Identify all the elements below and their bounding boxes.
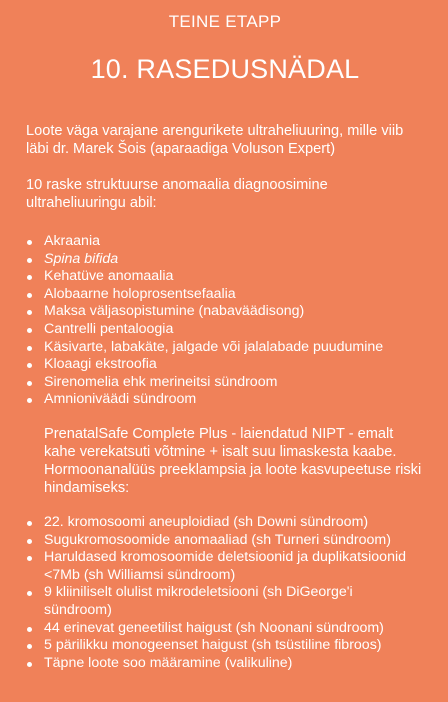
list-item: Sirenomelia ehk merineitsi sündroom [26, 374, 424, 392]
list-item: Käsivarte, labakäte, jalgade või jalalabade puudumine [26, 339, 424, 357]
list-item: Akraania [26, 233, 424, 251]
list-item: Spina bifida [26, 251, 424, 269]
list-item: Amnioniväädi sündroom [26, 391, 424, 409]
anomalies-heading: 10 raske struktuurse anomaalia diagnoosimine ultraheliuuringu abil: [26, 177, 328, 211]
list-item: Cantrelli pentaloogia [26, 321, 424, 339]
nipt-description: PrenatalSafe Complete Plus - laiendatud NIPT - emalt kahe verekatsuti võtmine + isalt suu limaskesta kaabe. Hormoonanalüüs preeklampsia ja loote kasvupeetuse riski hindamiseks: [44, 425, 422, 496]
page-title: 10. RASEDUSNÄDAL [90, 54, 360, 84]
list-item: Alobaarne holoprosentsefaalia [26, 286, 424, 304]
list-item: Kehatüve anomaalia [26, 268, 424, 286]
list-item: Maksa väljasopistumine (nabaväädisong) [26, 303, 424, 321]
list-item: 44 erinevat geneetilist haigust (sh Noonani sündroom) [26, 620, 424, 638]
nipt-list [26, 514, 424, 672]
list-item: Täpne loote soo määramine (valikuline) [26, 655, 424, 673]
stage-label: TEINE ETAPP [168, 12, 282, 31]
anomalies-list [26, 233, 424, 409]
list-item: Haruldased kromosoomide deletsioonid ja duplikatsioonid <7Mb (sh Williamsi sündroom) [26, 549, 424, 584]
list-item: 9 kliiniliselt olulist mikrodeletsiooni (sh DiGeorge'i sündroom) [26, 584, 424, 619]
list-item: 22. kromosoomi aneuploidiad (sh Downi sündroom) [26, 514, 424, 532]
list-item: 5 pärilikku monogeenset haigust (sh tsüstiline fibroos) [26, 637, 424, 655]
list-item: Sugukromosoomide anomaaliad (sh Turneri sündroom) [26, 532, 424, 550]
list-item: Kloaagi ekstroofia [26, 356, 424, 374]
intro-text: Loote väga varajane arengurikete ultraheliuuring, mille viib läbi dr. Marek Šois (aparaadiga Voluson Expert) [26, 123, 404, 157]
